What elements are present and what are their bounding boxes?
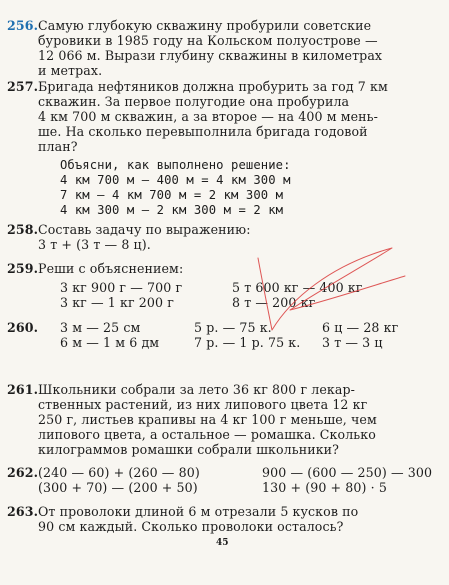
problem-262-expression: (300 + 70) — (200 + 50) — [38, 480, 198, 495]
problem-260-expression: 5 р. — 75 к. — [194, 320, 272, 335]
problem-257-line: скважин. За первое полугодие она пробурила — [38, 94, 350, 109]
problem-257-solution-step: 4 км 700 м — 400 м = 4 км 300 м — [60, 173, 291, 187]
problem-258-expression: 3 т + (3 т — 8 ц). — [38, 237, 151, 252]
page-number: 45 — [216, 538, 229, 548]
problem-257-line: Бригада нефтяников должна пробурить за год 7 км — [38, 79, 388, 94]
problem-257-explain: Объясни, как выполнено решение: — [60, 158, 291, 172]
problem-259-expression: 3 кг — 1 кг 200 г — [60, 295, 174, 310]
problem-262-expression: 900 — (600 — 250) — 300 — [262, 465, 433, 480]
problem-260-expression: 3 м — 25 см — [60, 320, 141, 335]
problem-258-number: 258. — [7, 222, 39, 237]
problem-257-line: ше. На сколько перевыполнила бригада годовой — [38, 124, 368, 139]
problem-262-expression: 130 + (90 + 80) · 5 — [262, 480, 387, 495]
problem-261-line: липового цвета, а остальное — ромашка. Сколько — [38, 427, 376, 442]
problem-257-number: 257. — [7, 79, 39, 94]
problem-260-expression: 3 т — 3 ц — [322, 335, 383, 350]
problem-261-line: Школьники собрали за лето 36 кг 800 г лекар- — [38, 382, 355, 397]
problem-262-number: 262. — [7, 465, 39, 480]
problem-263-line: От проволоки длиной 6 м отрезали 5 кусков по — [38, 504, 359, 519]
problem-259-expression: 8 т — 200 кг — [232, 295, 316, 310]
problem-261-line: ственных растений, из них липового цвета 12 кг — [38, 397, 368, 412]
problem-259-number: 259. — [7, 261, 39, 276]
problem-257-solution-step: 7 км — 4 км 700 м = 2 км 300 м — [60, 188, 284, 202]
problem-260-expression: 6 м — 1 м 6 дм — [60, 335, 160, 350]
problem-260-expression: 7 р. — 1 р. 75 к. — [194, 335, 301, 350]
problem-260-number: 260. — [7, 320, 39, 335]
problem-260-expression: 6 ц — 28 кг — [322, 320, 399, 335]
problem-261-number: 261. — [7, 382, 39, 397]
problem-263-number: 263. — [7, 504, 39, 519]
problem-256-number: 256. — [7, 18, 39, 33]
problem-259-expression: 5 т 600 кг — 400 кг — [232, 280, 363, 295]
problem-261-line: килограммов ромашки собрали школьники? — [38, 442, 340, 457]
problem-263-line: 90 см каждый. Сколько проволоки осталось? — [38, 519, 344, 534]
problem-259-expression: 3 кг 900 г — 700 г — [60, 280, 183, 295]
problem-256-line: Самую глубокую скважину пробурили советские — [38, 18, 372, 33]
problem-261-line: 250 г, листьев крапивы на 4 кг 100 г меньше, чем — [38, 412, 377, 427]
problem-258-line: Составь задачу по выражению: — [38, 222, 251, 237]
problem-262-expression: (240 — 60) + (260 — 80) — [38, 465, 200, 480]
problem-256-line: и метрах. — [38, 63, 103, 78]
problem-259-title: Реши с объяснением: — [38, 261, 184, 276]
problem-257-line: 4 км 700 м скважин, а за второе — на 400 м мень- — [38, 109, 378, 124]
problem-256-line: буровики в 1985 году на Кольском полуострове — — [38, 33, 378, 48]
problem-257-solution-step: 4 км 300 м — 2 км 300 м = 2 км — [60, 203, 284, 217]
problem-257-line: план? — [38, 139, 78, 154]
problem-256-line: 12 066 м. Вырази глубину скважины в километрах — [38, 48, 383, 63]
